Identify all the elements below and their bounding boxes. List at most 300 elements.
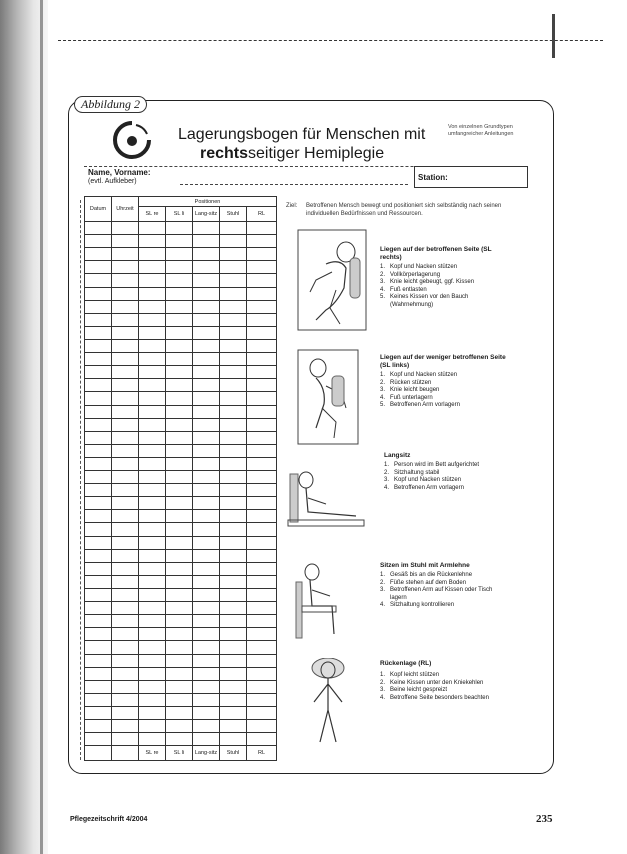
table-cell[interactable]	[193, 339, 220, 352]
table-cell[interactable]	[112, 300, 139, 313]
table-cell[interactable]	[193, 654, 220, 667]
table-cell[interactable]	[139, 707, 166, 720]
table-cell[interactable]	[112, 680, 139, 693]
table-cell[interactable]	[220, 366, 247, 379]
table-cell[interactable]	[139, 536, 166, 549]
table-cell[interactable]	[193, 274, 220, 287]
name-input-line[interactable]	[180, 184, 408, 185]
table-cell[interactable]	[139, 693, 166, 706]
table-cell[interactable]	[85, 654, 112, 667]
table-cell[interactable]	[112, 431, 139, 444]
table-cell[interactable]	[139, 523, 166, 536]
table-cell[interactable]	[220, 484, 247, 497]
table-cell[interactable]	[166, 707, 193, 720]
table-cell[interactable]	[112, 274, 139, 287]
table-cell[interactable]	[247, 562, 277, 575]
table-cell[interactable]	[166, 221, 193, 234]
table-cell[interactable]	[112, 313, 139, 326]
table-cell[interactable]	[139, 379, 166, 392]
table-cell[interactable]	[85, 300, 112, 313]
table-cell[interactable]	[220, 720, 247, 733]
table-row	[85, 562, 277, 575]
table-cell[interactable]	[193, 615, 220, 628]
table-cell[interactable]	[220, 562, 247, 575]
table-cell[interactable]	[139, 484, 166, 497]
table-cell[interactable]	[166, 457, 193, 470]
table-cell[interactable]	[193, 366, 220, 379]
table-cell[interactable]	[112, 235, 139, 248]
table-cell[interactable]	[139, 562, 166, 575]
table-cell[interactable]	[112, 602, 139, 615]
table-cell[interactable]	[220, 379, 247, 392]
table-cell[interactable]	[166, 300, 193, 313]
table-cell[interactable]	[166, 602, 193, 615]
table-cell[interactable]	[247, 484, 277, 497]
table-row	[85, 379, 277, 392]
table-cell[interactable]	[166, 667, 193, 680]
table-cell[interactable]	[247, 353, 277, 366]
table-cell[interactable]	[166, 366, 193, 379]
table-cell[interactable]	[220, 300, 247, 313]
table-cell[interactable]	[166, 641, 193, 654]
table-cell[interactable]	[193, 353, 220, 366]
table-cell[interactable]	[139, 457, 166, 470]
table-cell[interactable]	[85, 366, 112, 379]
table-cell[interactable]	[247, 615, 277, 628]
table-cell[interactable]	[220, 733, 247, 746]
table-cell[interactable]	[166, 680, 193, 693]
table-cell[interactable]	[247, 274, 277, 287]
table-cell[interactable]	[166, 235, 193, 248]
table-cell[interactable]	[166, 444, 193, 457]
table-cell[interactable]	[247, 733, 277, 746]
table-cell[interactable]	[193, 733, 220, 746]
list-item	[380, 380, 508, 388]
table-cell[interactable]	[139, 366, 166, 379]
table-cell[interactable]	[247, 392, 277, 405]
table-cell[interactable]	[220, 615, 247, 628]
table-cell[interactable]	[85, 575, 112, 588]
table-cell[interactable]	[139, 353, 166, 366]
table-cell[interactable]	[193, 536, 220, 549]
table-cell[interactable]	[112, 326, 139, 339]
table-cell[interactable]	[112, 379, 139, 392]
table-cell[interactable]	[247, 235, 277, 248]
table-cell[interactable]	[85, 615, 112, 628]
table-cell[interactable]	[220, 536, 247, 549]
table-cell[interactable]	[139, 444, 166, 457]
table-cell[interactable]	[85, 326, 112, 339]
section-list	[380, 572, 510, 610]
table-cell[interactable]	[112, 536, 139, 549]
table-cell[interactable]	[193, 628, 220, 641]
table-cell[interactable]	[166, 353, 193, 366]
table-cell[interactable]	[166, 497, 193, 510]
table-cell[interactable]	[139, 471, 166, 484]
table-cell[interactable]	[166, 326, 193, 339]
table-cell[interactable]	[166, 549, 193, 562]
table-cell[interactable]	[166, 615, 193, 628]
table-cell[interactable]	[193, 471, 220, 484]
table-cell[interactable]	[247, 589, 277, 602]
table-cell[interactable]	[139, 628, 166, 641]
table-cell[interactable]	[247, 261, 277, 274]
table-cell[interactable]	[220, 497, 247, 510]
table-cell[interactable]	[220, 405, 247, 418]
table-cell[interactable]	[112, 392, 139, 405]
table-cell[interactable]	[112, 693, 139, 706]
table-cell[interactable]	[166, 510, 193, 523]
table-cell[interactable]	[193, 562, 220, 575]
table-cell[interactable]	[85, 536, 112, 549]
table-cell[interactable]	[166, 418, 193, 431]
table-cell[interactable]	[112, 444, 139, 457]
table-cell[interactable]	[112, 457, 139, 470]
table-cell[interactable]	[193, 248, 220, 261]
table-cell[interactable]	[193, 667, 220, 680]
table-cell[interactable]	[247, 300, 277, 313]
table-cell[interactable]	[166, 733, 193, 746]
table-cell[interactable]	[85, 562, 112, 575]
section-list	[380, 672, 510, 702]
table-cell[interactable]	[193, 313, 220, 326]
table-cell[interactable]	[166, 589, 193, 602]
list-item	[380, 695, 510, 703]
table-cell[interactable]	[193, 457, 220, 470]
table-cell[interactable]	[85, 628, 112, 641]
table-cell[interactable]	[193, 497, 220, 510]
table-cell[interactable]	[139, 720, 166, 733]
list-text: Betroffenen Arm auf Kissen oder Tisch lagern	[390, 587, 493, 601]
table-cell[interactable]	[85, 444, 112, 457]
table-cell[interactable]	[166, 248, 193, 261]
table-cell[interactable]	[247, 510, 277, 523]
table-cell[interactable]	[193, 287, 220, 300]
table-cell[interactable]	[139, 418, 166, 431]
table-cell[interactable]	[85, 523, 112, 536]
table-cell[interactable]	[193, 444, 220, 457]
table-cell[interactable]	[220, 641, 247, 654]
table-cell[interactable]	[220, 248, 247, 261]
table-cell[interactable]	[247, 497, 277, 510]
table-cell[interactable]	[247, 339, 277, 352]
col-sub: Lang-sitz	[193, 207, 220, 222]
list-number: 2.	[384, 469, 390, 476]
table-cell[interactable]	[193, 235, 220, 248]
table-cell[interactable]	[112, 654, 139, 667]
table-cell[interactable]	[139, 589, 166, 602]
table-cell[interactable]	[139, 615, 166, 628]
table-cell[interactable]	[247, 707, 277, 720]
table-cell[interactable]	[85, 510, 112, 523]
table-cell[interactable]	[139, 575, 166, 588]
table-cell[interactable]	[139, 680, 166, 693]
table-cell[interactable]	[247, 575, 277, 588]
table-cell[interactable]	[112, 248, 139, 261]
table-cell[interactable]	[139, 274, 166, 287]
table-cell[interactable]	[193, 720, 220, 733]
table-cell[interactable]	[247, 313, 277, 326]
table-cell[interactable]	[220, 326, 247, 339]
table-cell[interactable]	[112, 339, 139, 352]
table-cell[interactable]	[85, 471, 112, 484]
table-cell[interactable]	[85, 431, 112, 444]
table-cell[interactable]	[85, 248, 112, 261]
table-cell[interactable]	[193, 431, 220, 444]
table-cell[interactable]	[166, 523, 193, 536]
table-cell[interactable]	[247, 628, 277, 641]
table-cell[interactable]	[139, 235, 166, 248]
table-cell[interactable]	[220, 549, 247, 562]
table-cell[interactable]	[247, 602, 277, 615]
table-cell[interactable]	[193, 641, 220, 654]
table-cell[interactable]	[85, 641, 112, 654]
table-cell[interactable]	[112, 221, 139, 234]
table-cell[interactable]	[220, 353, 247, 366]
table-row	[85, 353, 277, 366]
table-cell[interactable]	[247, 471, 277, 484]
table-cell[interactable]	[247, 523, 277, 536]
table-cell[interactable]	[166, 274, 193, 287]
table-cell[interactable]	[112, 641, 139, 654]
table-cell[interactable]	[85, 287, 112, 300]
table-cell[interactable]	[85, 339, 112, 352]
table-cell[interactable]	[247, 693, 277, 706]
table-cell[interactable]	[193, 418, 220, 431]
table-cell[interactable]	[112, 405, 139, 418]
table-cell[interactable]	[112, 575, 139, 588]
table-cell[interactable]	[220, 680, 247, 693]
table-cell[interactable]	[220, 457, 247, 470]
table-cell[interactable]	[112, 510, 139, 523]
table-cell[interactable]	[247, 536, 277, 549]
table-cell[interactable]	[85, 549, 112, 562]
table-cell[interactable]	[85, 680, 112, 693]
table-cell[interactable]	[139, 392, 166, 405]
table-cell[interactable]	[220, 274, 247, 287]
table-cell[interactable]	[166, 628, 193, 641]
table-cell[interactable]	[85, 667, 112, 680]
list-text: Keines Kissen vor den Bauch (Wahrnehmung)	[390, 294, 469, 308]
table-cell[interactable]	[247, 680, 277, 693]
table-cell[interactable]	[85, 733, 112, 746]
table-cell[interactable]	[139, 667, 166, 680]
table-cell[interactable]	[166, 379, 193, 392]
table-cell[interactable]	[247, 457, 277, 470]
table-row	[85, 392, 277, 405]
table-cell[interactable]	[247, 431, 277, 444]
table-cell[interactable]	[220, 471, 247, 484]
table-cell[interactable]	[247, 379, 277, 392]
table-cell[interactable]	[220, 707, 247, 720]
table-row	[85, 549, 277, 562]
table-cell[interactable]	[220, 575, 247, 588]
table-cell[interactable]	[112, 418, 139, 431]
table-cell[interactable]	[247, 366, 277, 379]
table-cell[interactable]	[247, 654, 277, 667]
table-cell[interactable]	[247, 720, 277, 733]
table-cell[interactable]	[193, 549, 220, 562]
table-cell[interactable]	[139, 733, 166, 746]
table-cell[interactable]	[220, 523, 247, 536]
table-cell[interactable]	[139, 339, 166, 352]
table-cell[interactable]	[247, 641, 277, 654]
table-cell[interactable]	[112, 523, 139, 536]
table-cell[interactable]	[247, 667, 277, 680]
table-row	[85, 733, 277, 746]
table-cell[interactable]	[139, 300, 166, 313]
table-cell[interactable]	[193, 221, 220, 234]
table-cell[interactable]	[139, 510, 166, 523]
table-cell[interactable]	[85, 353, 112, 366]
table-cell[interactable]	[85, 484, 112, 497]
table-cell[interactable]	[220, 287, 247, 300]
table-cell[interactable]	[85, 707, 112, 720]
table-cell[interactable]	[220, 693, 247, 706]
table-cell[interactable]	[85, 392, 112, 405]
table-cell[interactable]	[166, 405, 193, 418]
table-cell[interactable]	[220, 313, 247, 326]
table-cell[interactable]	[166, 654, 193, 667]
table-cell[interactable]	[193, 707, 220, 720]
table-cell[interactable]	[112, 287, 139, 300]
table-cell[interactable]	[112, 353, 139, 366]
table-cell[interactable]	[220, 261, 247, 274]
table-cell[interactable]	[85, 235, 112, 248]
table-cell[interactable]	[247, 444, 277, 457]
table-cell[interactable]	[220, 589, 247, 602]
table-cell[interactable]	[193, 693, 220, 706]
table-cell[interactable]	[193, 379, 220, 392]
table-cell[interactable]	[220, 628, 247, 641]
list-number: 2.	[380, 379, 386, 386]
table-cell[interactable]	[166, 693, 193, 706]
table-cell[interactable]	[139, 221, 166, 234]
table-cell[interactable]	[85, 379, 112, 392]
table-cell[interactable]	[193, 523, 220, 536]
table-cell[interactable]	[247, 221, 277, 234]
table-cell[interactable]	[220, 235, 247, 248]
table-cell[interactable]	[139, 313, 166, 326]
table-cell[interactable]	[193, 326, 220, 339]
table-cell[interactable]	[112, 549, 139, 562]
table-cell[interactable]	[220, 510, 247, 523]
table-row	[85, 235, 277, 248]
table-cell[interactable]	[85, 720, 112, 733]
table-cell[interactable]	[247, 326, 277, 339]
table-cell[interactable]	[139, 641, 166, 654]
table-cell[interactable]	[112, 628, 139, 641]
table-cell[interactable]	[193, 484, 220, 497]
table-cell[interactable]	[220, 221, 247, 234]
table-cell[interactable]	[112, 497, 139, 510]
table-cell[interactable]	[193, 405, 220, 418]
table-cell[interactable]	[220, 602, 247, 615]
table-cell[interactable]	[166, 575, 193, 588]
table-cell[interactable]	[193, 261, 220, 274]
table-cell[interactable]	[85, 693, 112, 706]
table-cell[interactable]	[139, 431, 166, 444]
table-cell[interactable]	[247, 418, 277, 431]
table-cell[interactable]	[193, 680, 220, 693]
table-cell[interactable]	[139, 602, 166, 615]
table-cell[interactable]	[112, 615, 139, 628]
table-cell[interactable]	[112, 562, 139, 575]
table-cell[interactable]	[220, 654, 247, 667]
table-cell[interactable]	[85, 313, 112, 326]
table-cell[interactable]	[112, 484, 139, 497]
table-cell[interactable]	[166, 562, 193, 575]
table-cell[interactable]	[139, 287, 166, 300]
table-cell[interactable]	[139, 549, 166, 562]
table-cell[interactable]	[166, 536, 193, 549]
table-cell[interactable]	[220, 392, 247, 405]
table-cell[interactable]	[166, 339, 193, 352]
table-cell[interactable]	[166, 431, 193, 444]
table-cell[interactable]	[112, 471, 139, 484]
table-cell[interactable]	[247, 248, 277, 261]
table-cell[interactable]	[247, 405, 277, 418]
table-cell[interactable]	[85, 261, 112, 274]
table-cell[interactable]	[166, 471, 193, 484]
table-cell[interactable]	[166, 720, 193, 733]
table-cell[interactable]	[166, 313, 193, 326]
table-cell[interactable]	[220, 431, 247, 444]
table-cell[interactable]	[112, 707, 139, 720]
table-cell[interactable]	[139, 326, 166, 339]
table-cell[interactable]	[139, 261, 166, 274]
table-cell[interactable]	[85, 457, 112, 470]
table-cell[interactable]	[85, 418, 112, 431]
table-cell[interactable]	[220, 418, 247, 431]
table-cell[interactable]	[85, 497, 112, 510]
table-cell[interactable]	[112, 667, 139, 680]
table-cell[interactable]	[166, 392, 193, 405]
table-cell[interactable]	[85, 221, 112, 234]
table-cell[interactable]	[247, 287, 277, 300]
table-cell[interactable]	[193, 602, 220, 615]
list-text: Keine Kissen unter den Kniekehlen	[390, 679, 484, 686]
table-cell[interactable]	[139, 248, 166, 261]
table-cell[interactable]	[193, 589, 220, 602]
table-cell[interactable]	[247, 549, 277, 562]
table-row	[85, 444, 277, 457]
table-cell[interactable]	[112, 589, 139, 602]
table-cell[interactable]	[193, 575, 220, 588]
table-cell[interactable]	[220, 444, 247, 457]
table-cell[interactable]	[85, 589, 112, 602]
table-cell[interactable]	[166, 261, 193, 274]
table-row	[85, 431, 277, 444]
table-cell[interactable]	[193, 510, 220, 523]
table-cell[interactable]	[139, 654, 166, 667]
table-cell[interactable]	[166, 287, 193, 300]
table-cell[interactable]	[112, 261, 139, 274]
table-cell[interactable]	[85, 274, 112, 287]
table-cell[interactable]	[85, 405, 112, 418]
table-cell[interactable]	[112, 366, 139, 379]
table-cell[interactable]	[112, 720, 139, 733]
table-cell[interactable]	[220, 667, 247, 680]
table-cell[interactable]	[193, 300, 220, 313]
table-cell[interactable]	[220, 339, 247, 352]
table-cell[interactable]	[193, 392, 220, 405]
table-cell[interactable]	[166, 484, 193, 497]
table-cell[interactable]	[139, 405, 166, 418]
table-cell[interactable]	[112, 733, 139, 746]
table-cell[interactable]	[139, 497, 166, 510]
table-cell[interactable]	[85, 602, 112, 615]
